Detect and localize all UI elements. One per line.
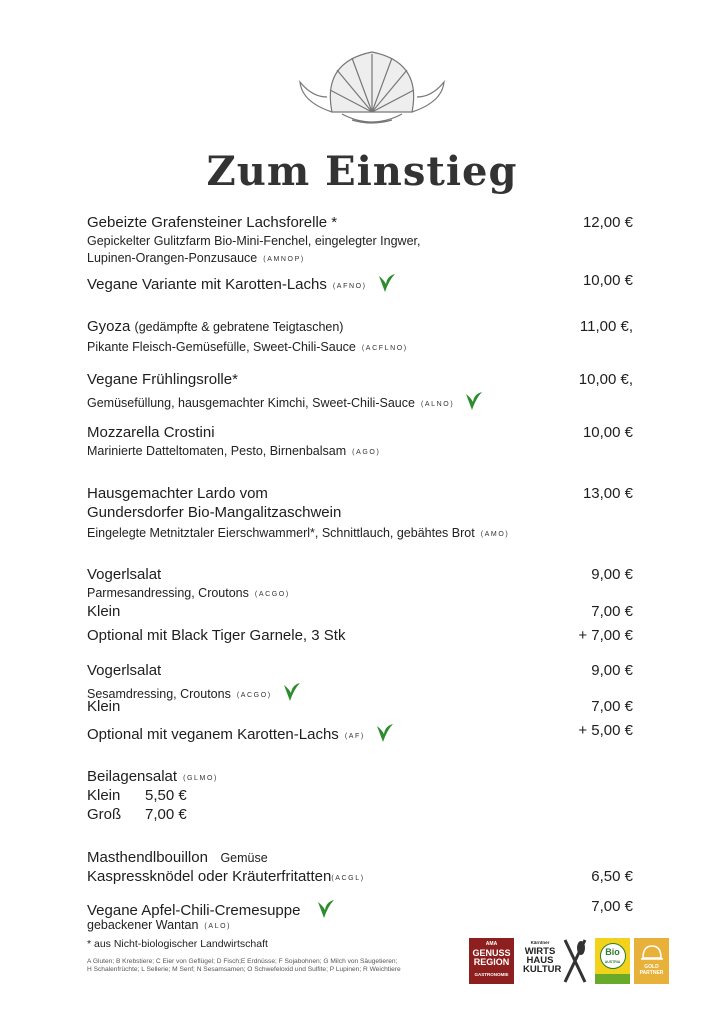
item-description: Lupinen-Orangen-Ponzusauce	[87, 251, 258, 265]
item-name: Gundersdorfer Bio-Mangalitzaschwein	[87, 504, 342, 521]
item-description: Gemüsefüllung, hausgemachter Kimchi, Sweet-Chili-Sauce	[87, 396, 415, 410]
footnote: * aus Nicht-biologischer Landwirtschaft	[87, 938, 268, 950]
option-label: Optional mit Black Tiger Garnele, 3 Stk	[87, 627, 346, 644]
vegan-leaf-icon	[375, 722, 395, 744]
item-name: Vegane Frühlingsrolle*	[87, 371, 238, 388]
allergens: (AGO)	[352, 449, 381, 456]
small-portion-price: 7,00 €	[591, 698, 633, 715]
item-name: Gyoza	[87, 318, 131, 335]
gold-partner-logo: GOLD PARTNER	[634, 938, 669, 984]
item-name: Kaspressknödel oder Kräuterfritatten	[87, 868, 332, 885]
allergens: (GLMO)	[183, 775, 218, 782]
option-price: + 7,00 €	[578, 627, 633, 644]
wirtshauskultur-logo: Kärntner WIRTS HAUS KULTUR	[519, 938, 591, 984]
item-price: 13,00 €	[582, 485, 633, 502]
small-portion-price: 7,00 €	[591, 603, 633, 620]
item-name: Vegane Variante mit Karotten-Lachs	[87, 276, 327, 293]
allergen-legend: A Gluten; B Krebstiere; C Eier von Geflügel; D Fisch;E Erdnüsse; F Sojabohnen; G Milch von Säugetieren;	[87, 958, 398, 965]
item-name: Mozzarella Crostini	[87, 424, 215, 441]
allergens: (ACGO)	[254, 591, 290, 598]
allergens: (ALNO)	[420, 401, 455, 408]
vegan-leaf-icon	[464, 390, 484, 412]
large-portion-price: 7,00 €	[145, 806, 187, 823]
item-description: Eingelegte Metnitztaler Eierschwammerl*, Schnittlauch, gebähtes Brot	[87, 526, 475, 540]
item-name: Vogerlsalat	[87, 566, 162, 583]
large-portion-label: Groß	[87, 806, 122, 823]
allergens: (ALO)	[204, 923, 232, 930]
item-price: 9,00 €	[591, 662, 633, 679]
item-name: Hausgemachter Lardo vom	[87, 485, 268, 502]
option-label: Optional mit veganem Karotten-Lachs	[87, 726, 339, 743]
item-price: 12,00 €	[582, 214, 633, 231]
small-portion-label: Klein	[87, 787, 121, 804]
item-price: 6,50 €	[591, 868, 633, 885]
item-price: 10,00 €	[582, 272, 633, 289]
item-name: Gebeizte Grafensteiner Lachsforelle *	[87, 214, 338, 231]
allergens: (ACGO)	[236, 692, 272, 699]
allergens: (AF)	[344, 733, 365, 740]
option-price: + 5,00 €	[578, 722, 633, 739]
vegan-leaf-icon	[377, 272, 397, 294]
item-note: Gemüse	[220, 851, 268, 865]
item-price: 9,00 €	[591, 566, 633, 583]
small-portion-label: Klein	[87, 603, 121, 620]
ama-genuss-region-logo: AMA GENUSS REGION GASTRONOMIE	[469, 938, 514, 984]
allergens: (AMO)	[480, 531, 510, 538]
cloche-icon	[640, 942, 664, 962]
allergens: (AFNO)	[332, 283, 367, 290]
section-title: Zum Einstieg	[206, 148, 518, 195]
item-description: gebackener Wantan	[87, 918, 199, 932]
item-price: 10,00 €	[582, 424, 633, 441]
shell-ornament	[292, 42, 452, 128]
item-note: (gedämpfte & gebratene Teigtaschen)	[134, 320, 344, 334]
cutlery-icon	[561, 938, 589, 984]
small-portion-label: Klein	[87, 698, 121, 715]
item-description: Gepickelter Gulitzfarm Bio-Mini-Fenchel, eingelegter Ingwer,	[87, 234, 421, 248]
item-price: 7,00 €	[591, 898, 633, 915]
item-name: Masthendlbouillon	[87, 849, 208, 866]
item-price: 10,00 €,	[578, 371, 633, 388]
item-description: Marinierte Datteltomaten, Pesto, Birnenbalsam	[87, 444, 347, 458]
item-name: Vegane Apfel-Chili-Cremesuppe	[87, 902, 301, 919]
allergens: (AMNOP)	[263, 256, 305, 263]
vegan-leaf-icon	[282, 681, 302, 703]
item-name: Beilagensalat	[87, 768, 178, 785]
item-description: Parmesandressing, Croutons	[87, 586, 249, 600]
item-name: Vogerlsalat	[87, 662, 162, 679]
allergen-legend: H Schalenfrüchte; L Sellerie; M Senf; N Sesamsamen; O Schwefeloxid und Sulfite; P Lupinen; R Weichtiere	[87, 966, 401, 973]
item-description: Pikante Fleisch-Gemüsefülle, Sweet-Chili-Sauce	[87, 340, 356, 354]
bio-austria-logo: Bio AUSTRIA	[595, 938, 630, 984]
vegan-leaf-icon	[316, 898, 336, 920]
allergens: (ACGL)	[331, 875, 365, 882]
item-price: 11,00 €,	[579, 318, 633, 335]
small-portion-price: 5,50 €	[145, 787, 187, 804]
item-description: Sesamdressing, Croutons	[87, 687, 231, 701]
allergens: (ACFLNO)	[361, 345, 408, 352]
